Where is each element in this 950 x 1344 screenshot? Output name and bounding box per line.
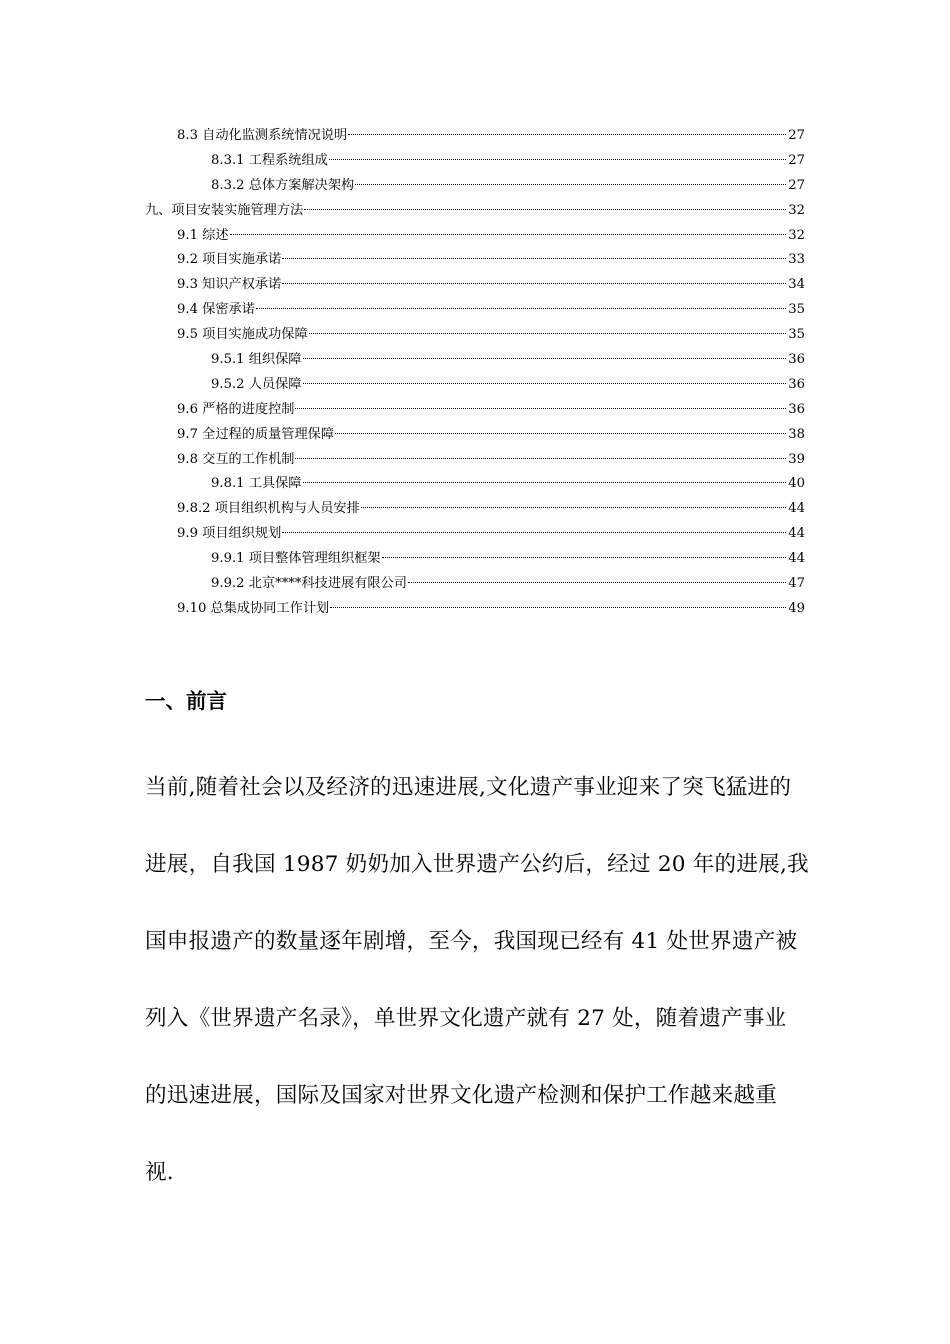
toc-entry-page-number: 36 — [788, 401, 805, 417]
toc-entry-title: 9.7 全过程的质量管理保障 — [177, 426, 335, 442]
toc-entry-title: 9.8.2 项目组织机构与人员安排 — [177, 501, 360, 517]
section-heading: 一、前言 — [145, 689, 227, 713]
toc-entry[interactable] — [145, 174, 805, 199]
paragraph-line: 进展，自我国 1987 奶奶加入世界遗产公约后，经过 20 年的进展,我 — [145, 852, 809, 877]
toc-dot-leader — [309, 333, 787, 334]
toc-entry-title: 9.8 交互的工作机制 — [177, 451, 295, 467]
toc-entry-page-number: 27 — [788, 177, 805, 193]
toc-dot-leader — [355, 184, 786, 185]
toc-dot-leader — [348, 134, 786, 135]
toc-entry-title: 8.3.1 工程系统组成 — [211, 152, 328, 168]
toc-entry-title: 9.9.1 项目整体管理组织框架 — [211, 551, 381, 567]
toc-entry[interactable] — [145, 472, 805, 497]
toc-entry-page-number: 44 — [788, 551, 805, 567]
toc-dot-leader — [256, 308, 786, 309]
toc-dot-leader — [329, 159, 786, 160]
toc-entry[interactable] — [145, 248, 805, 273]
toc-entry[interactable] — [145, 199, 805, 224]
toc-entry[interactable] — [145, 298, 805, 323]
toc-entry-page-number: 44 — [788, 526, 805, 542]
toc-entry-page-number: 35 — [788, 302, 805, 318]
toc-entry[interactable] — [145, 423, 805, 448]
paragraph-line: 当前,随着社会以及经济的迅速进展,文化遗产事业迎来了突飞猛进的 — [145, 775, 792, 800]
table-of-contents — [145, 124, 805, 622]
toc-entry-title: 9.3 知识产权承诺 — [177, 277, 282, 293]
toc-dot-leader — [282, 258, 786, 259]
paragraph-line: 列入《世界遗产名录》，单世界文化遗产就有 27 处，随着遗产事业 — [145, 1006, 787, 1031]
paragraph-line: 的迅速进展，国际及国家对世界文化遗产检测和保护工作越来越重 — [145, 1083, 778, 1108]
toc-dot-leader — [303, 482, 787, 483]
paragraph-line: 国申报遗产的数量逐年剧增，至今，我国现已经有 41 处世界遗产被 — [145, 929, 798, 954]
toc-dot-leader — [282, 532, 786, 533]
toc-entry-title: 9.5.2 人员保障 — [211, 376, 302, 392]
toc-entry[interactable] — [145, 124, 805, 149]
toc-entry-page-number: 44 — [788, 501, 805, 517]
toc-entry[interactable] — [145, 398, 805, 423]
toc-entry-title: 9.8.1 工具保障 — [211, 476, 302, 492]
toc-entry[interactable] — [145, 522, 805, 547]
toc-entry-page-number: 49 — [788, 600, 805, 616]
toc-entry-page-number: 36 — [788, 352, 805, 368]
toc-dot-leader — [282, 283, 786, 284]
toc-entry[interactable] — [145, 273, 805, 298]
toc-dot-leader — [335, 433, 786, 434]
toc-entry-title: 九、项目安装实施管理方法 — [145, 202, 304, 218]
toc-entry[interactable] — [145, 348, 805, 373]
toc-entry[interactable] — [145, 497, 805, 522]
toc-entry-page-number: 27 — [788, 152, 805, 168]
toc-entry-page-number: 40 — [788, 476, 805, 492]
paragraph-line: 视. — [145, 1160, 174, 1185]
toc-entry[interactable] — [145, 373, 805, 398]
toc-entry-title: 8.3.2 总体方案解决架构 — [211, 177, 355, 193]
toc-entry[interactable] — [145, 149, 805, 174]
toc-entry-title: 9.5 项目实施成功保障 — [177, 327, 308, 343]
toc-entry[interactable] — [145, 323, 805, 348]
toc-dot-leader — [303, 383, 787, 384]
toc-entry-page-number: 34 — [788, 277, 805, 293]
toc-entry-title: 9.4 保密承诺 — [177, 302, 255, 318]
toc-entry-title: 9.1 综述 — [177, 227, 229, 243]
section-body — [145, 760, 809, 1222]
toc-entry-title: 9.5.1 组织保障 — [211, 352, 302, 368]
toc-dot-leader — [230, 234, 787, 235]
toc-entry-title: 9.10 总集成协同工作计划 — [177, 600, 330, 616]
toc-entry-page-number: 39 — [788, 451, 805, 467]
toc-dot-leader — [304, 209, 786, 210]
toc-entry-title: 8.3 自动化监测系统情况说明 — [177, 128, 348, 143]
toc-entry[interactable] — [145, 597, 805, 622]
toc-dot-leader — [295, 458, 786, 459]
toc-entry[interactable] — [145, 572, 805, 597]
toc-entry[interactable] — [145, 448, 805, 473]
toc-entry-title: 9.9 项目组织规划 — [177, 526, 282, 542]
toc-entry-page-number: 32 — [788, 227, 805, 243]
toc-entry-page-number: 38 — [788, 426, 805, 442]
toc-dot-leader — [408, 582, 786, 583]
toc-entry-page-number: 47 — [788, 576, 805, 592]
toc-entry-title: 9.6 严格的进度控制 — [177, 401, 295, 417]
toc-entry-title: 9.2 项目实施承诺 — [177, 252, 282, 268]
toc-entry[interactable] — [145, 547, 805, 572]
toc-entry-title: 9.9.2 北京****科技进展有限公司 — [211, 576, 407, 592]
toc-entry-page-number: 32 — [788, 202, 805, 218]
toc-dot-leader — [382, 557, 787, 558]
toc-entry-page-number: 36 — [788, 376, 805, 392]
toc-dot-leader — [330, 607, 786, 608]
toc-dot-leader — [295, 408, 786, 409]
toc-dot-leader — [361, 507, 786, 508]
toc-dot-leader — [303, 358, 787, 359]
toc-entry-page-number: 35 — [788, 327, 805, 343]
toc-entry-page-number: 33 — [788, 252, 805, 268]
toc-entry-page-number: 27 — [788, 128, 805, 143]
toc-entry[interactable] — [145, 224, 805, 249]
